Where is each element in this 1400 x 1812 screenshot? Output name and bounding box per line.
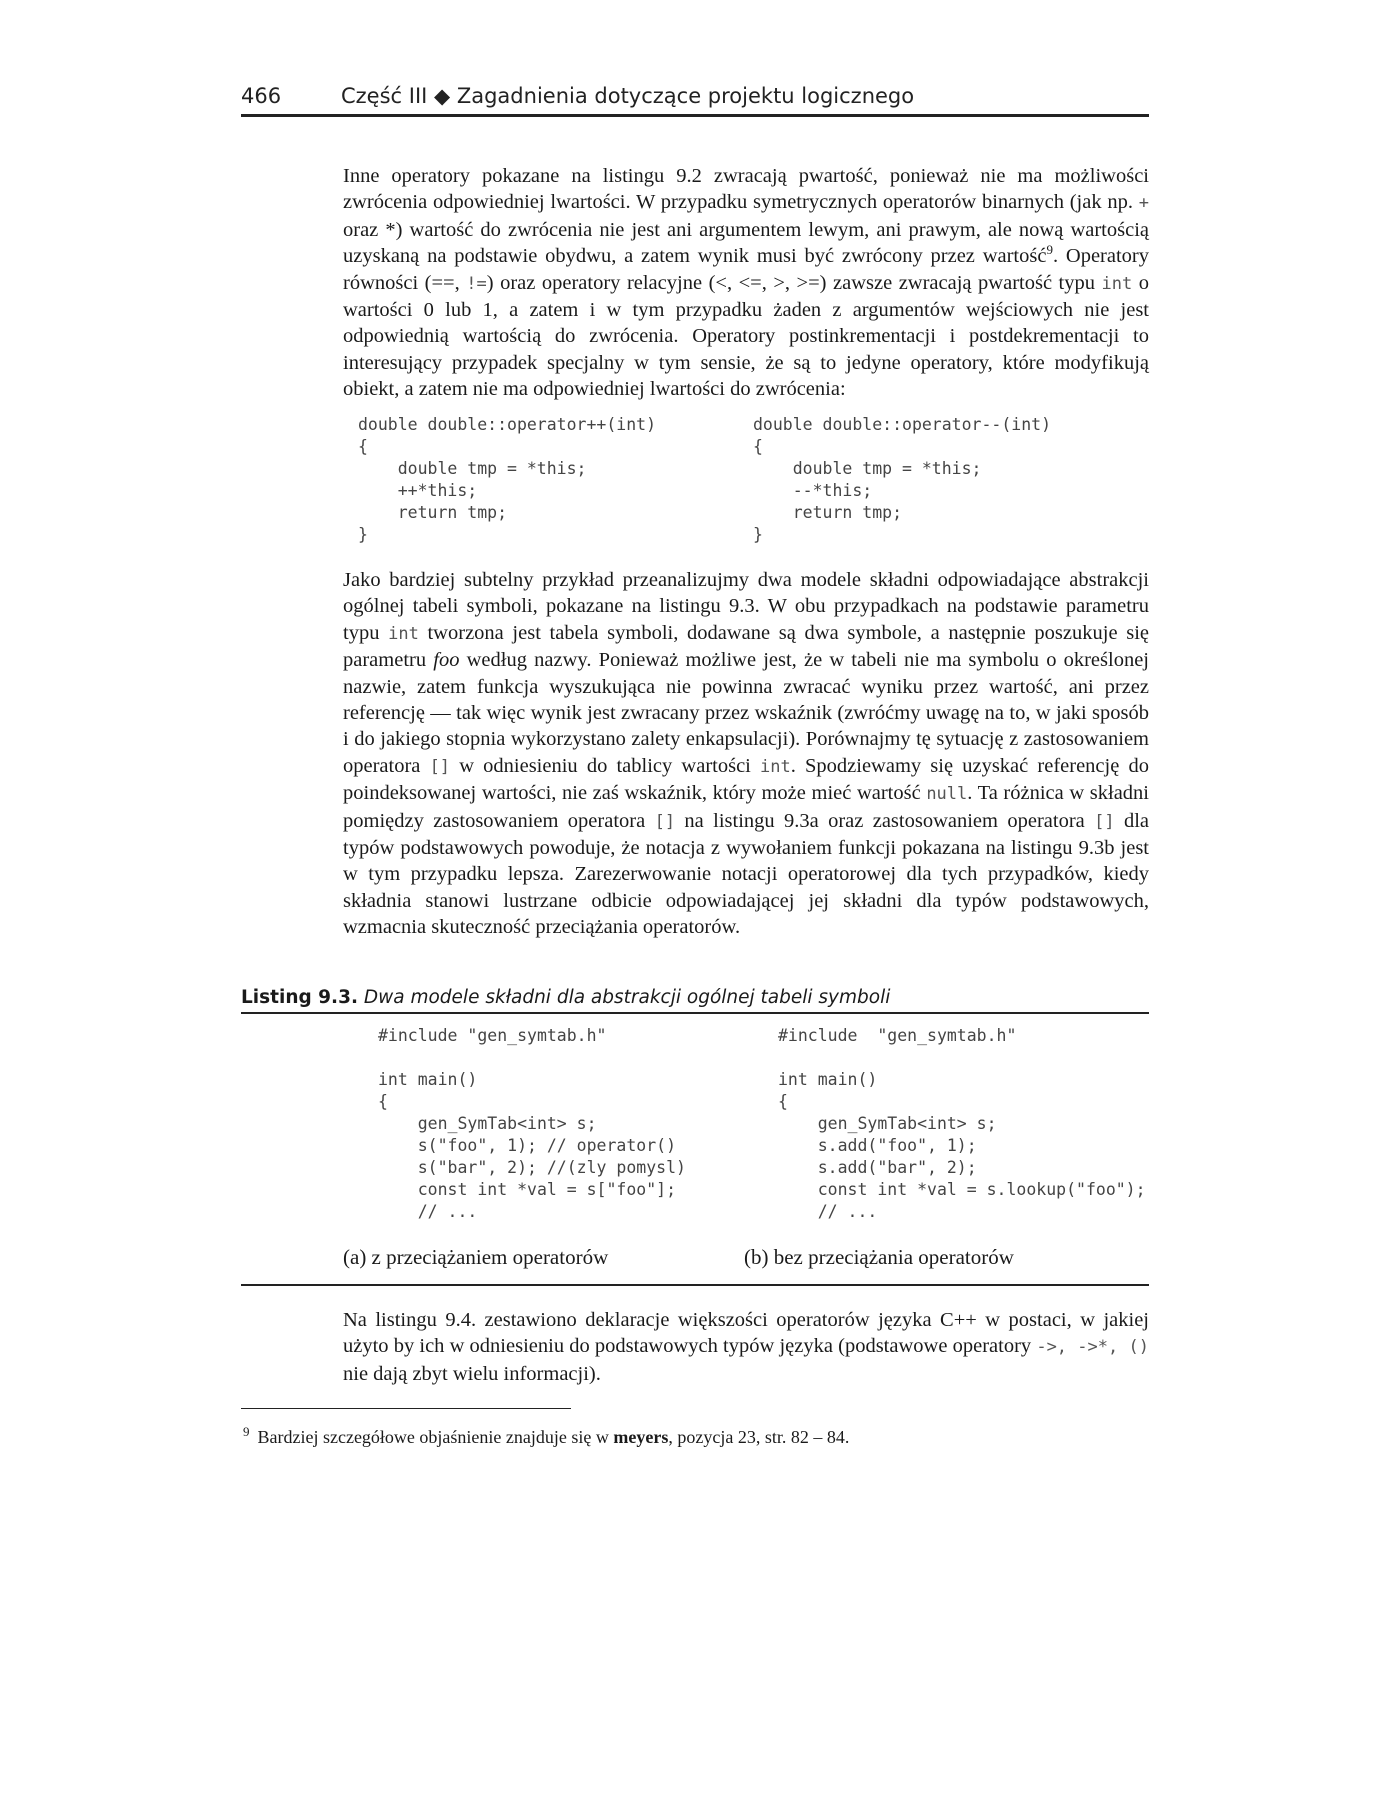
code-postincrement: double double::operator++(int) { double tmp = *this; ++*this; return tmp; } [358,415,657,544]
listing-label: Listing 9.3. [241,987,358,1008]
listing-top-rule [241,1012,1149,1014]
listing-caption-b: (b) bez przeciążania operatorów [744,1245,1014,1269]
footnote [243,1424,849,1448]
inline-code: [] [1094,811,1115,832]
text-run: według nazwy. Ponieważ możliwe jest, że w tabeli nie ma symbolu o określonej nazwie, zatem funkcja wyszukująca nie powinna zwracać wyniku przez wartość, ani przez referencję — tak więc wynik jest zwracany przez wskaźnik (zwróćmy uwagę na to, w jaki sposób i do jakiego stopnia wykorzystano zalety enkapsulacji). Porównajmy tę sytuację z zastosowaniem operatora [343,649,1149,777]
page-number: 466 [241,84,282,108]
inline-code: ->, ->*, () [1036,1337,1149,1358]
text-run: Inne operatory pokazane na listingu 9.2 zwracają pwartość, ponieważ nie ma możliwości zwrócenia odpowiedniej lwartości. W przypadku symetrycznych operatorów binarnych (jak np. [343,165,1149,214]
text-run: . Operatory równości (==, [343,245,1149,294]
inline-code: int [760,756,791,777]
listing-caption-a: (a) z przeciążaniem operatorów [343,1245,609,1269]
inline-code: int [388,623,419,644]
text-run: nie dają zbyt wielu informacji). [343,1362,601,1385]
code-listing-b: #include "gen_symtab.h" int main() { gen_SymTab<int> s; s.add("foo", 1); s.add("bar", 2); const int *val = s.lookup("foo"); // ... [778,1026,1146,1221]
inline-code: [] [429,756,451,777]
text-run: Jako bardziej subtelny przykład przeanalizujmy dwa modele składni odpowiadające abstrakcji ogólnej tabeli symboli, pokazane na listingu 9.3. W obu przypadkach na podstawie parametru typu [343,569,1149,644]
text-run: w odniesieniu do tablicy wartości [450,754,761,777]
text-run: . Spodziewamy się uzyskać referencję do poindeksowanej wartości, nie zaś wskaźnik, który może mieć wartość [343,754,1149,805]
text-run: o wartości 0 lub 1, a zatem i w tym przypadku żaden z argumentów wejściowych nie jest odpowiednią wartością do zwrócenia. Operatory postinkrementacji i postdekrementacji to interesujący przypadek specjalny w tym sensie, że są to jedyne operatory, które modyfikują obiekt, a zatem nie ma odpowiedniej lwartości do zwrócenia: [343,271,1150,401]
header-rule [241,114,1149,117]
text-run: oraz *) wartość do zwrócenia nie jest ani argumentem lewym, ani prawym, ale nową wartością uzyskaną na podstawie obydwu, a zatem wynik musi być zwrócony przez wartość [343,218,1149,268]
inline-code: null [926,784,968,805]
footnote-marker: 9 [1046,242,1053,258]
inline-code: != [466,273,487,294]
code-postdecrement: double double::operator--(int) { double tmp = *this; --*this; return tmp; } [753,415,1052,544]
text-run: na listingu 9.3a oraz zastosowaniem operatora [675,809,1095,832]
paragraph-symbol-table [343,567,1149,941]
listing-caption [241,987,1149,1008]
footnote-rule [241,1408,571,1409]
text-run: , pozycja 23, str. 82 – 84. [668,1427,850,1447]
text-run: dla typów podstawowych powoduje, że notacja z wywołaniem funkcji pokazana na listingu 9.3b jest w tym przypadku lepsza. Zarezerwowanie notacji operatorowej dla tych przypadków, kiedy składnia stanowi lustrzane odbicie odpowiadającej jej składni dla typów podstawowych, wzmacnia skuteczność przeciążania operatorów. [343,809,1150,939]
paragraph-listing-9-4 [343,1307,1149,1387]
code-listing-a: #include "gen_symtab.h" int main() { gen_SymTab<int> s; s("foo", 1); // operator() s("bar", 2); //(zly pomysl) const int *val = s["foo"]; // ... [378,1026,686,1221]
text-run: . Ta różnica w składni pomiędzy zastosowaniem operatora [343,782,1149,832]
text-run: tworzona jest tabela symboli, dodawane są dwa symbole, a następnie poszukuje się parametru [343,621,1149,672]
text-run: Na listingu 9.4. zestawiono deklaracje większości operatorów języka C++ w postaci, w jakiej użyto by ich w odniesieniu do podstawowych typów języka (podstawowe operatory [343,1309,1149,1358]
listing-bottom-rule [241,1284,1149,1286]
footnote-reference: meyers [613,1427,669,1447]
listing-title: Dwa modele składni dla abstrakcji ogólnej tabeli symboli [363,987,891,1008]
italic-term: foo [433,649,460,672]
inline-code: + [1138,193,1149,214]
text-run: Bardziej szczegółowe objaśnienie znajduje się w [257,1427,614,1447]
running-title: Część III ◆ Zagadnienia dotyczące projektu logicznego [341,84,915,108]
paragraph-operators-return [343,163,1149,403]
inline-code: int [1101,273,1133,294]
inline-code: [] [654,811,676,832]
footnote-number: 9 [243,1424,250,1439]
text-run: ) oraz operatory relacyjne (<, <=, >, >=) zawsze zwracają pwartość typu [486,271,1102,294]
